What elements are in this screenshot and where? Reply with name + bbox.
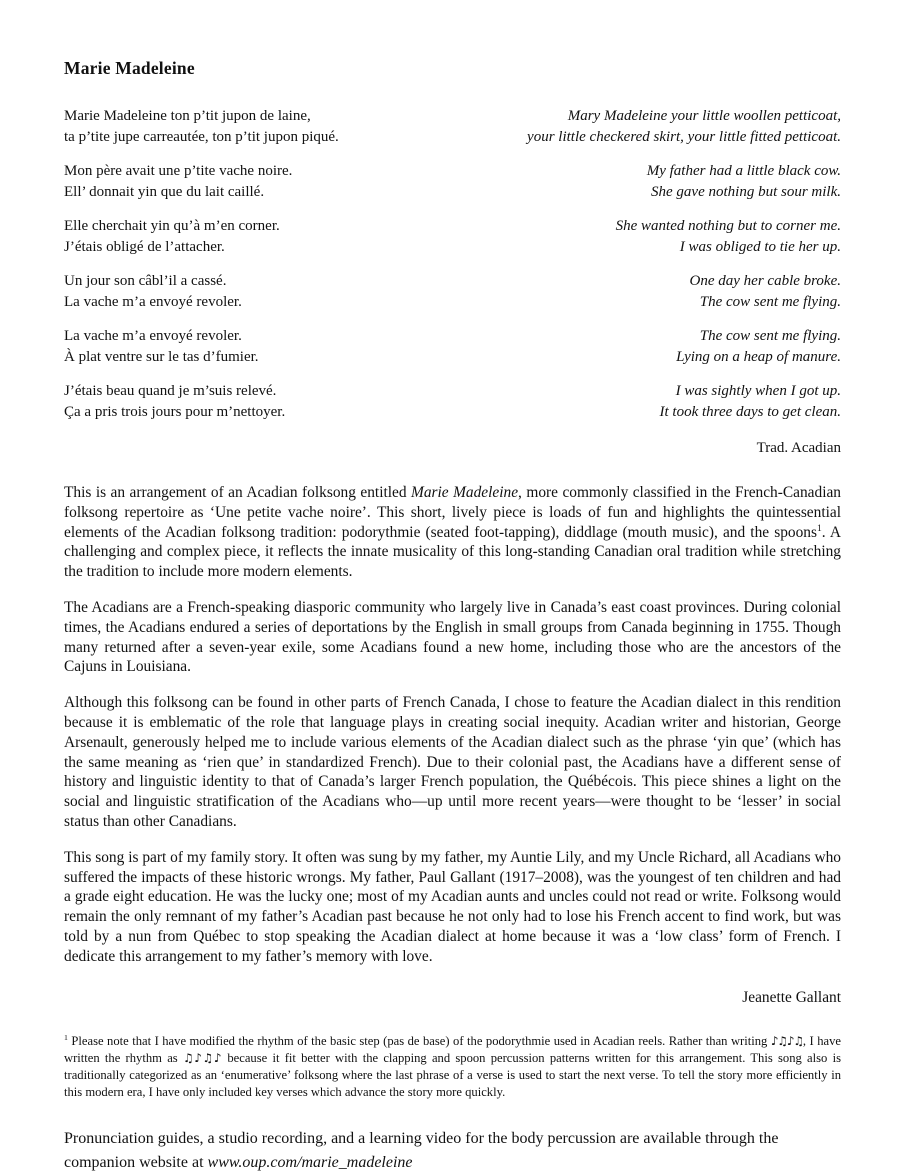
lyric-line: Mary Madeleine your little woollen petticoat, — [567, 108, 841, 124]
lyric-line: Ell’ donnait yin que du lait caillé. — [64, 183, 265, 200]
text-segment: because it fit better with the clapping and spoon percussion patterns written for this arrangement. This song also is traditionally categorized as an ‘enumerative’ folksong where the last phrase of a verse is used to start the next verse. To tell the story more efficiently in this modern era, I have only included key verses which advance the story more quickly. — [64, 1050, 841, 1099]
text-segment: . A challenging and complex piece, it reflects the innate musicality of this long-standing Canadian oral tradition while stretching the tradition to include more modern elements. — [64, 523, 841, 581]
stanza-english — [460, 271, 841, 312]
text-segment: Pronunciation guides, a studio recording, and a learning video for the body percussion are available through the — [64, 1129, 779, 1147]
lyric-line: I was obliged to tie her up. — [679, 238, 841, 255]
lyric-line: Un jour son câbl’il a cassé. — [64, 273, 227, 289]
author-credit: Jeanette Gallant — [742, 988, 841, 1006]
text-segment: ♫♪♫♪ — [182, 1050, 223, 1065]
closing-note — [64, 1127, 841, 1175]
stanza-french — [64, 161, 445, 202]
text-segment: companion website at — [64, 1153, 208, 1171]
lyric-line: She wanted nothing but to corner me. — [615, 218, 841, 234]
lyric-line: Mon père avait une p’tite vache noire. — [64, 163, 293, 179]
text-segment: 1 — [817, 522, 822, 534]
text-segment: www.oup.com/marie_madeleine — [207, 1153, 413, 1171]
lyric-line: La vache m’a envoyé revoler. — [64, 293, 242, 310]
text-segment: Please note that I have modified the rhythm of the basic step (pas de base) of the podorythmie used in Acadian reels. Rather than writing — [67, 1033, 771, 1048]
stanza-french — [64, 271, 445, 312]
lyric-line: The cow sent me flying. — [699, 328, 841, 344]
lyric-line: Elle cherchait yin qu’à m’en corner. — [64, 218, 280, 234]
lyric-line: J’étais obligé de l’attacher. — [64, 238, 225, 255]
attribution: Trad. Acadian — [756, 440, 841, 456]
paragraph-dialect — [64, 693, 841, 832]
text-segment: Although this folksong can be found in other parts of French Canada, I chose to feature the Acadian dialect in this rendition because it is emblematic of the role that language plays in creating social inequity. Acadian writer and historian, George Arsenault, generously helped me to include various elements of the Acadian dialect such as the phrase ‘yin que’ (which has the same meaning as ‘rien que’ in standardized French). Due to their colonial past, the Acadians have a different sense of history and linguistic identity to that of Canada’s larger French population, the Québécois. This piece shines a light on the social and linguistic stratification of the Acadians who—up until more recent years—were thought to be ‘lesser’ in social status than other Canadians. — [64, 694, 841, 830]
text-segment: , I have written the rhythm as — [64, 1033, 841, 1065]
lyric-line: Lying on a heap of manure. — [676, 348, 841, 365]
lyric-line: your little checkered skirt, your little fitted petticoat. — [527, 128, 841, 145]
stanza-english — [460, 381, 841, 422]
lyric-line: Marie Madeleine ton p’tit jupon de laine, — [64, 108, 311, 124]
lyric-line: She gave nothing but sour milk. — [651, 183, 841, 200]
lyric-line: Ça a pris trois jours pour m’nettoyer. — [64, 403, 286, 420]
stanza-english — [460, 326, 841, 367]
text-segment: Marie Madeleine — [411, 484, 519, 501]
lyric-line: It took three days to get clean. — [659, 403, 841, 420]
lyrics-french-column — [64, 106, 445, 436]
lyrics-english-column — [460, 106, 841, 436]
footnote — [64, 1033, 841, 1101]
lyric-line: La vache m’a envoyé revoler. — [64, 328, 242, 344]
paragraph-arrangement — [64, 483, 841, 582]
stanza-french — [64, 106, 445, 147]
lyric-line: J’étais beau quand je m’suis relevé. — [64, 383, 277, 399]
text-segment: This is an arrangement of an Acadian folksong entitled — [64, 484, 412, 501]
stanza-french — [64, 326, 445, 367]
stanza-english — [460, 216, 841, 257]
text-segment: 1 — [64, 1032, 68, 1042]
page-title: Marie Madeleine — [64, 58, 195, 78]
stanza-english — [460, 161, 841, 202]
lyric-line: The cow sent me flying. — [699, 293, 841, 310]
lyrics-section — [64, 106, 841, 436]
stanza-french — [64, 381, 445, 422]
text-segment: This song is part of my family story. It often was sung by my father, my Auntie Lily, and my Uncle Richard, all Acadians who suffered the impacts of these historic wrongs. My father, Paul Gallant (1917–2008), was the youngest of ten children and had a grade eight education. He was the lucky one; most of my Acadian aunts and uncles could not read or write. Folksong would remain the only remnant of my father’s Acadian past because he not only had to lose his French accent to find work, but was told by a nun from Québec to stop speaking the Acadian dialect at home because it was a ‘low class’ form of French. I dedicate this arrangement to my father’s memory with love. — [64, 848, 841, 965]
paragraph-acadians — [64, 598, 841, 677]
lyric-line: My father had a little black cow. — [646, 163, 841, 179]
lyric-line: ta p’tite jupe carreautée, ton p’tit jupon piqué. — [64, 128, 339, 145]
lyric-line: One day her cable broke. — [689, 273, 841, 289]
stanza-english — [460, 106, 841, 147]
lyric-line: I was sightly when I got up. — [675, 383, 841, 399]
text-segment: The Acadians are a French-speaking diasporic community who largely live in Canada’s east coast provinces. During colonial times, the Acadians endured a series of deportations by the English in small groups from Canada beginning in 1755. Though many returned after a seven-year exile, some Acadians found a new home, including those who are the ancestors of the Cajuns in Louisiana. — [64, 598, 841, 676]
stanza-french — [64, 216, 445, 257]
text-segment: ♪♫♪♫ — [770, 1033, 803, 1048]
lyric-line: À plat ventre sur le tas d’fumier. — [64, 348, 259, 365]
text-segment: , more commonly classified in the French-Canadian folksong repertoire as ‘Une petite vache noire’. This short, lively piece is loads of fun and highlights the quintessential elements of the Acadian folksong tradition: podorythmie (seated foot-tapping), diddlage (mouth music), and the spoons — [64, 484, 841, 541]
paragraph-family-story — [64, 848, 841, 967]
